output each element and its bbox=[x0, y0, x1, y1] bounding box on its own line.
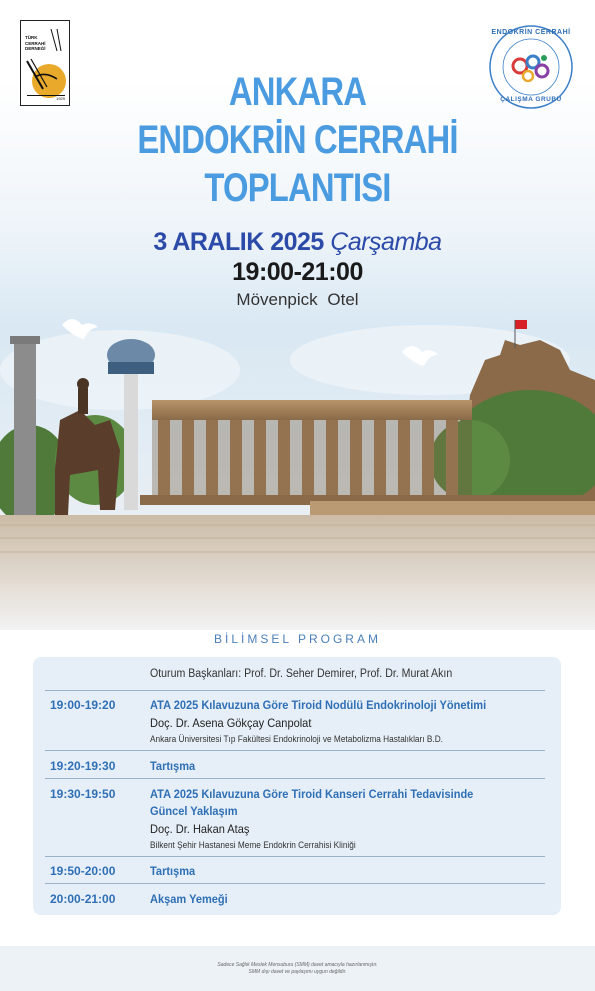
row-divider bbox=[45, 778, 545, 779]
logo-top-text: ENDOKRİN CERRAHİ bbox=[491, 29, 571, 36]
session-time: 19:50-20:00 bbox=[50, 864, 116, 878]
row-divider bbox=[45, 750, 545, 751]
row-divider bbox=[45, 856, 545, 857]
footer-disclaimer-1: Sadece Sağlık Meslek Mensuburu (SMM) davet amacıyla hazırlanmıştır. bbox=[217, 962, 378, 968]
session-time: 19:20-19:30 bbox=[50, 759, 116, 773]
session-topic-continued: Güncel Yaklaşım bbox=[150, 804, 238, 818]
logo-line-2: CERRAHİ bbox=[25, 40, 46, 46]
session-affiliation: Bilkent Şehir Hastanesi Meme Endokrin Cerrahisi Kliniği bbox=[150, 840, 356, 850]
title-line-3: TOPLANTISI bbox=[204, 166, 391, 210]
session-topic: Akşam Yemeği bbox=[150, 892, 228, 906]
logo-bottom-text: ÇALIŞMA GRUBU bbox=[500, 96, 562, 103]
session-topic: Tartışma bbox=[150, 759, 196, 773]
session-time: 19:30-19:50 bbox=[50, 787, 116, 801]
title-line-1: ANKARA bbox=[228, 70, 367, 114]
session-affiliation: Ankara Üniversitesi Tıp Fakültesi Endokrinoloji ve Metabolizma Hastalıkları B.D. bbox=[150, 734, 443, 744]
logo-line-1: TÜRK bbox=[25, 35, 38, 40]
event-time: 19:00-21:00 bbox=[232, 258, 363, 286]
session-speaker: Doç. Dr. Hakan Ataş bbox=[150, 822, 250, 836]
event-venue: Mövenpick Otel bbox=[236, 290, 359, 309]
logo-line-3: DERNEĞİ bbox=[25, 46, 46, 51]
logo-year: 1929 bbox=[56, 96, 65, 101]
row-divider bbox=[45, 883, 545, 884]
title-line-2: ENDOKRİN CERRAHİ bbox=[137, 118, 458, 162]
event-weekday: Çarşamba bbox=[330, 228, 442, 256]
event-date bbox=[0, 228, 595, 257]
session-time: 20:00-21:00 bbox=[50, 892, 116, 906]
session-time: 19:00-19:20 bbox=[50, 698, 116, 712]
event-date-text: 3 ARALIK 2025 bbox=[153, 228, 324, 256]
turkish-flag-icon bbox=[515, 320, 527, 329]
ankara-landmarks-illustration bbox=[0, 300, 595, 630]
session-topic: ATA 2025 Kılavuzuna Göre Tiroid Kanseri Cerrahi Tedavisinde bbox=[150, 787, 474, 801]
session-topic: Tartışma bbox=[150, 864, 196, 878]
row-divider bbox=[45, 690, 545, 691]
program-heading: BİLİMSEL PROGRAM bbox=[214, 632, 381, 646]
session-topic: ATA 2025 Kılavuzuna Göre Tiroid Nodülü Endokrinoloji Yönetimi bbox=[150, 698, 487, 712]
session-speaker: Doç. Dr. Asena Gökçay Canpolat bbox=[150, 716, 312, 730]
session-chairs: Oturum Başkanları: Prof. Dr. Seher Demirer, Prof. Dr. Murat Akın bbox=[150, 668, 453, 680]
footer-disclaimer-2: SMM dışı davet ve paylaşımı uygun değildir. bbox=[248, 969, 347, 975]
